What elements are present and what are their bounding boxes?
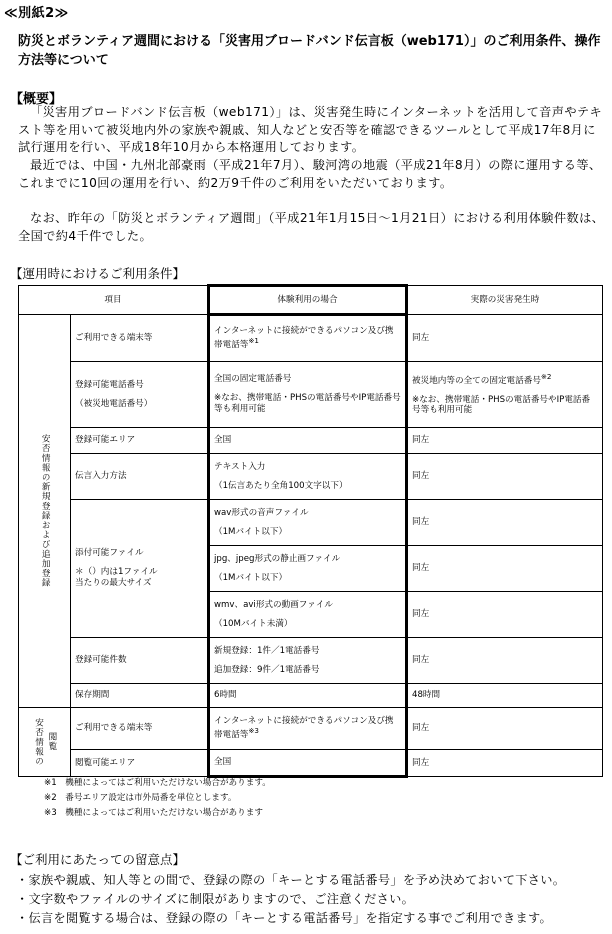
overview-paragraph-2: 最近では、中国・九州北部豪雨（平成21年7月）、駿河湾の地震（平成21年8月）の際に運用する等、これまでに10回の運用を行い、約2万9千件のご利用をいただいております。 xyxy=(18,158,602,190)
footnote-1: ※1 機種によってはご利用いただけない場合があります。 xyxy=(44,778,271,788)
overview-heading: 【概要】 xyxy=(10,92,63,107)
cautions-list xyxy=(16,871,610,928)
item-terminal: ご利用できる端末等 xyxy=(71,315,209,362)
trial-browse-terminal: インターネットに接続ができるパソコン及び携帯電話等$^{※3}$ xyxy=(209,708,407,750)
caution-item: ・家族や親戚、知人等との間で、登録の際の「キーとする電話番号」を予め決めておいて下さい。 xyxy=(16,873,566,887)
table-row xyxy=(19,500,603,546)
attachment-label: ≪別紙2≫ xyxy=(4,6,69,21)
header-trial: 体験利用の場合 xyxy=(209,286,407,315)
item-browse-area: 閲覧可能エリア xyxy=(71,750,209,777)
trial-files-wmv: wmv、avi形式の動画ファイル （10Mバイト未満） xyxy=(209,592,407,638)
actual-retention: 48時間 xyxy=(407,684,603,708)
actual-phone: 被災地内等の全ての固定電話番号$^{※2}$ ※なお、携帯電話・PHSの電話番号やIP電話番号等も利用可能 xyxy=(407,362,603,428)
trial-input: テキスト入力 （1伝言あたり全角100文字以下） xyxy=(209,454,407,500)
trial-phone: 全国の固定電話番号 ※なお、携帯電話・PHSの電話番号やIP電話番号等も利用可能 xyxy=(209,362,407,428)
actual-area: 同左 xyxy=(407,428,603,454)
table-row xyxy=(19,362,603,428)
footnote-3: ※3 機種によってはご利用いただけない場合があります xyxy=(44,808,263,818)
caution-item: ・文字数やファイルのサイズに制限がありますので、ご注意ください。 xyxy=(16,892,415,906)
trial-terminal: インターネットに接続ができるパソコン及び携帯電話等$^{※1}$ xyxy=(209,315,407,362)
trial-files-wav: wav形式の音声ファイル （1Mバイト以下） xyxy=(209,500,407,546)
actual-terminal: 同左 xyxy=(407,315,603,362)
conditions-heading: 【運用時におけるご利用条件】 xyxy=(10,266,186,281)
actual-files-jpg: 同左 xyxy=(407,546,603,592)
table-row xyxy=(19,315,603,362)
cautions-heading: 【ご利用にあたっての留意点】 xyxy=(10,852,186,867)
header-actual: 実際の災害発生時 xyxy=(407,286,603,315)
actual-browse-area: 同左 xyxy=(407,750,603,777)
footnote-2: ※2 番号エリア設定は市外局番を単位とします。 xyxy=(44,793,237,803)
table-row xyxy=(19,684,603,708)
item-input: 伝言入力方法 xyxy=(71,454,209,500)
actual-files-wav: 同左 xyxy=(407,500,603,546)
item-area: 登録可能エリア xyxy=(71,428,209,454)
actual-browse-terminal: 同左 xyxy=(407,708,603,750)
trial-files-jpg: jpg、jpeg形式の静止画ファイル （1Mバイト以下） xyxy=(209,546,407,592)
actual-count: 同左 xyxy=(407,638,603,684)
caution-item: ・伝言を閲覧する場合は、登録の際の「キーとする電話番号」を指定する事でご利用できます。 xyxy=(16,911,552,925)
group-registration-label: 安否情報の新規登録および追加登録 xyxy=(40,434,51,588)
table-row xyxy=(19,454,603,500)
actual-input: 同左 xyxy=(407,454,603,500)
item-retention: 保存期間 xyxy=(71,684,209,708)
table-row xyxy=(19,708,603,750)
document-title: 防災とボランティア週間における「災害用ブロードバンド伝言板（web171）」のご利用条件、操作方法等について xyxy=(18,34,601,68)
overview-paragraph-3: なお、昨年の「防災とボランティア週間」（平成21年1月15日～1月21日）における利用体験件数は、全国で約4千件でした。 xyxy=(18,211,605,243)
table-header-row xyxy=(19,286,603,315)
footnotes xyxy=(44,776,271,821)
conditions-table xyxy=(18,284,603,778)
table-row xyxy=(19,428,603,454)
trial-area: 全国 xyxy=(209,428,407,454)
group-browse-sub-label: 安否情報の xyxy=(33,718,44,766)
table-row xyxy=(19,638,603,684)
actual-files-wmv: 同左 xyxy=(407,592,603,638)
trial-retention: 6時間 xyxy=(209,684,407,708)
table-row xyxy=(19,750,603,777)
group-browse xyxy=(19,708,71,777)
item-browse-terminal: ご利用できる端末等 xyxy=(71,708,209,750)
group-browse-label: 閲覧 xyxy=(46,732,57,752)
item-count: 登録可能件数 xyxy=(71,638,209,684)
trial-browse-area: 全国 xyxy=(209,750,407,777)
group-registration xyxy=(19,315,71,708)
trial-count: 新規登録：1件／1電話番号 追加登録：9件／1電話番号 xyxy=(209,638,407,684)
item-phone: 登録可能電話番号 （被災地電話番号） xyxy=(71,362,209,428)
overview-paragraph-1: 「災害用ブロードバンド伝言板（web171）」は、災害発生時にインターネットを活用して音声やテキスト等を用いて被災地内外の家族や親戚、知人などと安否等を確認できるツールとして平成17年8月に試行運用を行い、平成18年10月から本格運用しております。 xyxy=(18,105,603,154)
item-files: 添付可能ファイル ＊（）内は1ファイル 当たりの最大サイズ xyxy=(71,500,209,638)
header-item: 項目 xyxy=(19,286,209,315)
